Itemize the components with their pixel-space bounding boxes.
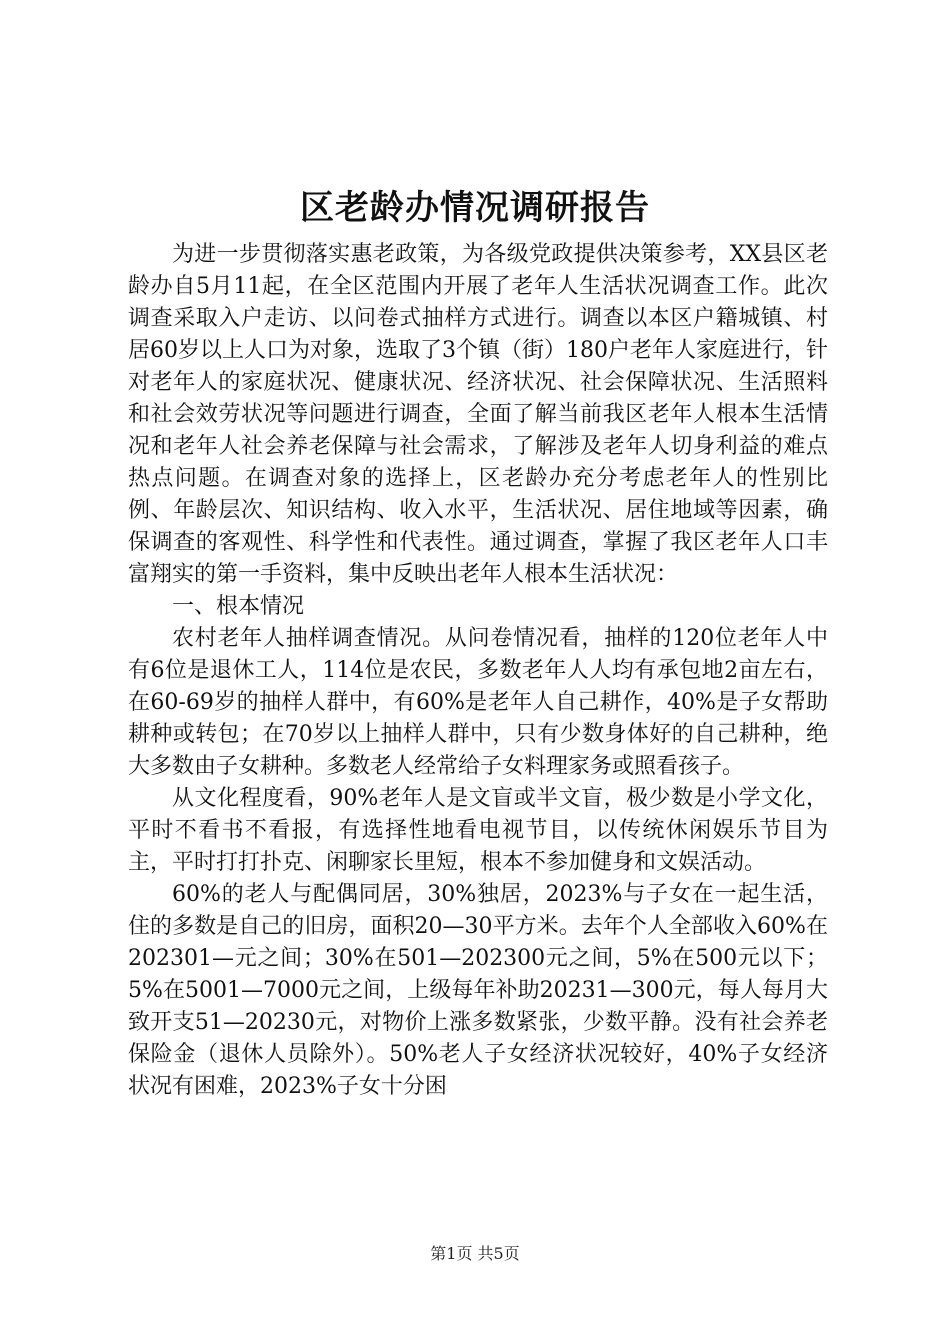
- paragraph-education: 从文化程度看，90%老年人是文盲或半文盲，极少数是小学文化，平时不看书不看报，有选择性地看电视节目，以传统休闲娱乐节目为主，平时打打扑克、闲聊家长里短，根本不参加健身和文娱活动。: [128, 786, 828, 875]
- document-body: [128, 239, 828, 1103]
- paragraph-intro: 为进一步贯彻落实惠老政策，为各级党政提供决策参考，XX县区老龄办自5月11起，在全区范围内开展了老年人生活状况调查工作。此次调查采取入户走访、以问卷式抽样方式进行。调查以本区户籍城镇、村居60岁以上人口为对象，选取了3个镇（街）180户老年人家庭进行，针对老年人的家庭状况、健康状况、经济状况、社会保障状况、生活照料和社会效劳状况等问题进行调查，全面了解当前我区老年人根本生活情况和老年人社会养老保障与社会需求，了解涉及老年人切身利益的难点热点问题。在调查对象的选择上，区老龄办充分考虑老年人的性别比例、年龄层次、知识结构、收入水平，生活状况、居住地域等因素，确保调查的客观性、科学性和代表性。通过调查，掌握了我区老年人口丰富翔实的第一手资料，集中反映出老年人根本生活状况：: [128, 242, 828, 587]
- paragraph-living-income: 60%的老人与配偶同居，30%独居，2023%与子女在一起生活，住的多数是自己的旧房，面积20—30平方米。去年个人全部收入60%在202301—元之间；30%在501—202300元之间，5%在500元以下；5%在5001—7000元之间，上级每年补助20231—300元，每人每月大致开支51—20230元，对物价上涨多数紧张，少数平静。没有社会养老保险金（退休人员除外）。50%老人子女经济状况较好，40%子女经济状况有困难，2023%子女十分困: [128, 882, 828, 1099]
- page-footer: 第1页 共5页: [430, 1244, 520, 1263]
- section-heading-basic: 一、根本情况: [172, 594, 305, 619]
- page-title: 区老龄办情况调研报告: [300, 188, 650, 228]
- paragraph-rural-survey: 农村老年人抽样调查情况。从问卷情况看，抽样的120位老年人中有6位是退休工人，114位是农民，多数老年人人均有承包地2亩左右，在60-69岁的抽样人群中，有60%是老年人自己耕作，40%是子女帮助耕种或转包；在70岁以上抽样人群中，只有少数身体好的自己耕种，绝大多数由子女耕种。多数老人经常给子女料理家务或照看孩子。: [128, 626, 828, 779]
